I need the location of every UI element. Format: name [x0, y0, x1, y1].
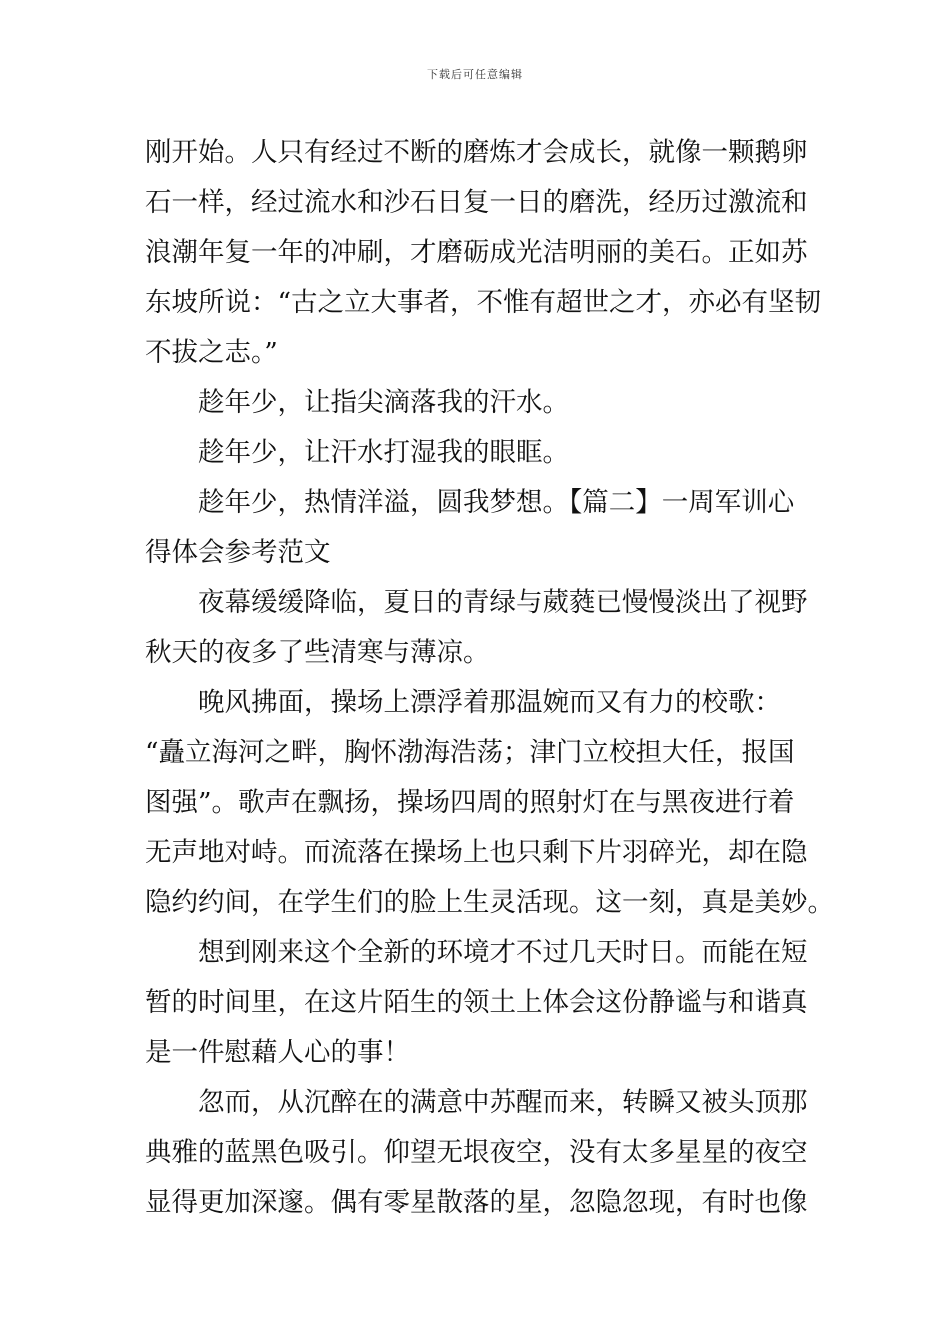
- text-line: 图强”。歌声在飘扬，操场四周的照射灯在与黑夜进行着: [145, 787, 795, 818]
- text-line: 典雅的蓝黑色吸引。仰望无垠夜空，没有太多星星的夜空: [145, 1137, 808, 1168]
- text-line: 刚开始。人只有经过不断的磨炼才会成长，就像一颗鹅卵: [145, 137, 808, 168]
- paragraph-line: 趁年少，让汗水打湿我的眼眶。: [198, 437, 569, 468]
- text-line: 浪潮年复一年的冲刷，才磨砺成光洁明丽的美石。正如苏: [145, 237, 808, 268]
- text-line: 石一样，经过流水和沙石日复一日的磨洗，经历过激流和: [145, 187, 808, 218]
- text-line: 是一件慰藉人心的事！: [145, 1037, 410, 1068]
- paragraph-line: 晚风拂面，操场上漂浮着那温婉而又有力的校歌：: [198, 687, 781, 718]
- paragraph-line: 想到刚来这个全新的环境才不过几天时日。而能在短: [198, 937, 808, 968]
- text-line: 显得更加深邃。偶有零星散落的星，忽隐忽现，有时也像: [145, 1187, 808, 1218]
- text-line: 秋天的夜多了些清寒与薄凉。: [145, 637, 490, 668]
- text-line: 不拔之志。”: [145, 337, 278, 368]
- page-header: 下载后可任意编辑: [427, 68, 523, 81]
- text-line: 暂的时间里，在这片陌生的领土上体会这份静谧与和谐真: [145, 987, 808, 1018]
- paragraph-line: 趁年少，让指尖滴落我的汗水。: [198, 387, 569, 418]
- paragraph-line: 忽而，从沉醉在的满意中苏醒而来，转瞬又被头顶那: [198, 1087, 808, 1118]
- text-line: 无声地对峙。而流落在操场上也只剩下片羽碎光，却在隐: [145, 837, 808, 868]
- body-text: [145, 128, 834, 1228]
- text-line: 隐约约间，在学生们的脸上生灵活现。这一刻，真是美妙。: [145, 887, 834, 918]
- text-line: “矗立海河之畔，胸怀渤海浩荡；津门立校担大任，报国: [145, 737, 795, 768]
- text-line: 东坡所说：“古之立大事者，不惟有超世之才，亦必有坚韧: [145, 287, 822, 318]
- paragraph-line: 趁年少，热情洋溢，圆我梦想。【篇二】一周军训心: [198, 487, 795, 518]
- text-line: 得体会参考范文: [145, 537, 331, 568]
- paragraph-line: 夜幕缓缓降临，夏日的青绿与葳蕤已慢慢淡出了视野: [198, 587, 808, 618]
